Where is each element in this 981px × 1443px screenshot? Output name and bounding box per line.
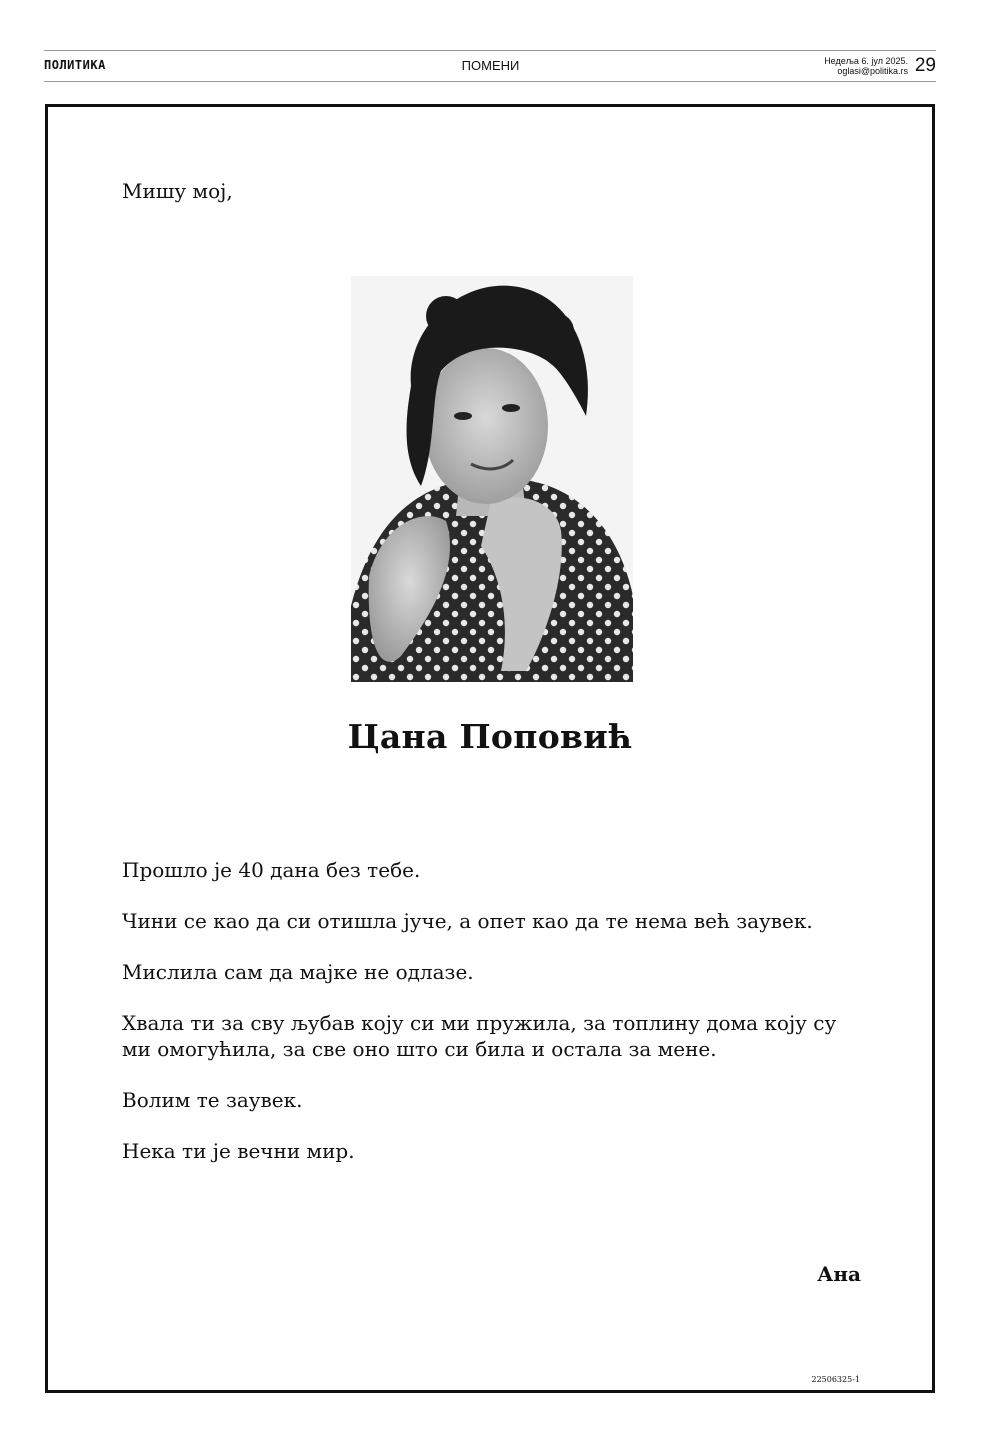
paragraph: Волим те заувек.	[122, 1088, 303, 1112]
signature: Ана	[817, 1262, 861, 1286]
ad-code: 22506325-1	[811, 1375, 860, 1384]
contact-email: oglasi@politika.rs	[837, 66, 908, 76]
notice-body	[122, 857, 867, 1189]
portrait-photo	[351, 276, 633, 682]
paragraph: Мислила сам да мајке не одлазе.	[122, 960, 474, 984]
header-bottom-rule	[44, 81, 936, 82]
paragraph: Хвала ти за сву љубав коју си ми пружила, за топлину дома коју су ми омогућила, за све оно што си била и остала за мене.	[122, 1011, 837, 1061]
paragraph: Нека ти је вечни мир.	[122, 1139, 355, 1163]
memorial-notice	[45, 104, 935, 1393]
header-top-rule	[44, 50, 936, 51]
paragraph: Чини се као да си отишла јуче, а опет као да те нема већ заувек.	[122, 909, 813, 933]
newspaper-masthead: ПОЛИТИКА	[44, 57, 106, 73]
portrait-image	[351, 276, 633, 682]
issue-info	[824, 56, 908, 76]
page-number: 29	[914, 55, 936, 76]
section-title: ПОМЕНИ	[461, 58, 520, 73]
deceased-name: Цана Поповић	[347, 717, 633, 756]
issue-date: Недеља 6. јул 2025.	[824, 56, 908, 66]
paragraph: Прошло је 40 дана без тебе.	[122, 858, 421, 882]
greeting: Мишу мој,	[122, 179, 233, 203]
